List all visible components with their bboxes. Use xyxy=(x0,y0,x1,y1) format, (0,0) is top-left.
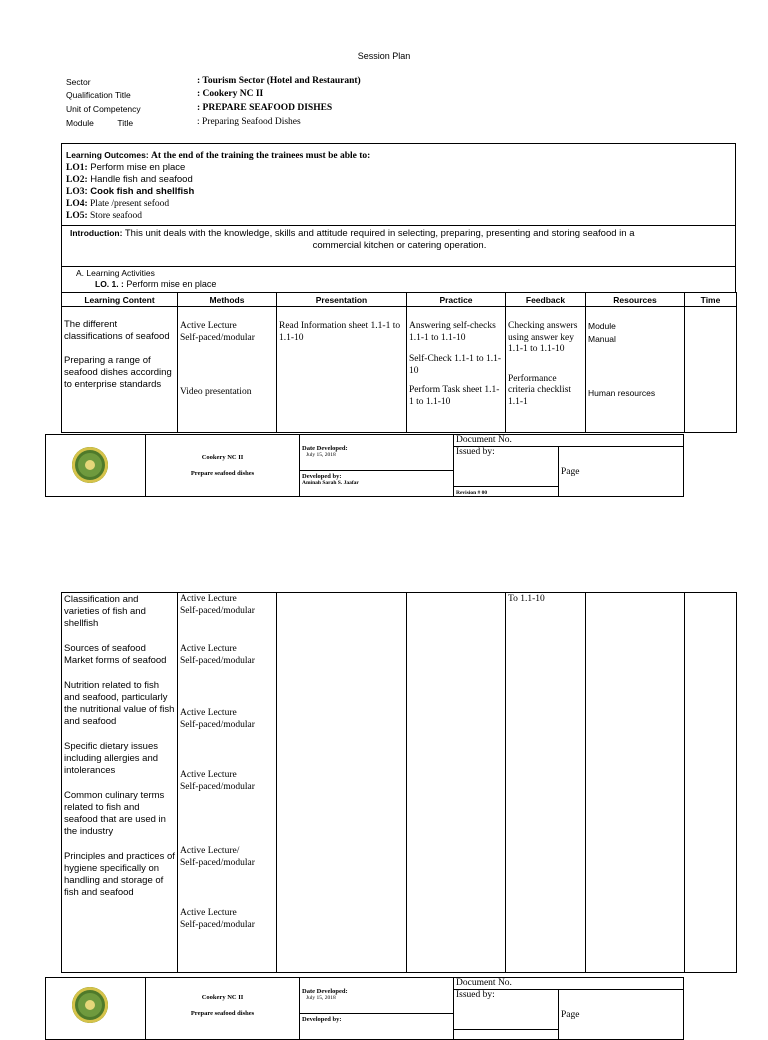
logo-cell xyxy=(46,435,146,497)
page-footer xyxy=(45,977,683,1040)
table-row xyxy=(62,593,737,973)
practice-item: Self-Check 1.1-1 to 1.1-10 xyxy=(409,354,502,376)
introduction-line-2: commercial kitchen or catering operation. xyxy=(312,240,487,251)
activities-heading: A. Learning Activities xyxy=(76,268,155,278)
content-item: Common culinary terms related to fish and seafood that are used in the industry xyxy=(64,790,166,837)
header-time: Time xyxy=(685,293,737,307)
footer-issued-by: Issued by: xyxy=(454,447,559,487)
outcome-item: LO2: Handle fish and seafood xyxy=(66,174,193,185)
footer-revision-cell xyxy=(454,1030,559,1040)
footer-dev-label: Developed by: xyxy=(302,1016,342,1023)
time-cell xyxy=(685,307,737,433)
feedback-cell: To 1.1-10 xyxy=(506,593,586,973)
table-row xyxy=(62,307,737,433)
lo1-label: LO. 1. : xyxy=(95,279,124,289)
footer-subtitle: Prepare seafood dishes xyxy=(190,1010,255,1017)
content-item: Specific dietary issues including allergies and intolerances xyxy=(64,741,159,776)
activities-table-page2 xyxy=(61,592,737,973)
footer-table xyxy=(45,977,684,1040)
header-resources: Resources xyxy=(586,293,685,307)
content-item: Classification and varieties of fish and shellfish xyxy=(64,594,146,629)
method-pair: Active Lecture Self-paced/modular xyxy=(180,770,255,792)
lo1-text: Perform mise en place xyxy=(123,279,217,289)
table-header-row xyxy=(62,293,737,307)
meta-label-qualification: Qualification Title xyxy=(66,90,131,100)
footer-date-label: Date Developed: xyxy=(302,988,348,995)
footer-developer-cell xyxy=(300,1014,454,1040)
activities-box xyxy=(61,266,736,293)
footer-course-cell xyxy=(146,435,300,497)
resource-item: Module xyxy=(588,321,616,331)
method-pair: Active Lecture Self-paced/modular xyxy=(180,594,255,616)
activities-table-page1 xyxy=(61,292,737,433)
content-item: Sources of seafood Market forms of seafood xyxy=(64,643,167,666)
footer-course: Cookery NC II xyxy=(201,994,244,1001)
footer-developer-cell xyxy=(300,471,454,497)
footer-date-cell xyxy=(300,435,454,471)
feedback-cell xyxy=(506,307,586,433)
meta-value-qualification: : Cookery NC II xyxy=(197,89,264,99)
introduction-label: Introduction: xyxy=(70,228,123,238)
meta-label-sector: Sector xyxy=(66,77,91,87)
resource-item: Human resources xyxy=(588,388,656,398)
practice-cell xyxy=(407,307,506,433)
outcome-item: LO3: Cook fish and shellfish xyxy=(66,186,195,197)
learning-outcomes-intro: At the end of the training the trainees must be able to: xyxy=(151,151,371,161)
practice-item: Answering self-checks 1.1-1 to 1.1-10 xyxy=(409,321,496,343)
time-cell xyxy=(685,593,737,973)
content-item: Nutrition related to fish and seafood, particularly the nutritional value of fish and seafood xyxy=(64,680,175,727)
resources-cell xyxy=(586,593,685,973)
method-item: Active Lecture xyxy=(180,321,237,331)
introduction-box xyxy=(61,225,736,267)
meta-value-unit: : PREPARE SEAFOOD DISHES xyxy=(197,103,333,113)
learning-outcomes-label: Learning Outcomes: xyxy=(66,150,149,160)
footer-dev-value: Aminah Sarah S. Jaafar xyxy=(302,480,359,486)
footer-revision: Revision # 00 xyxy=(454,487,559,497)
lo1-line xyxy=(95,279,216,289)
learning-outcomes-heading xyxy=(66,150,370,161)
method-pair: Active Lecture Self-paced/modular xyxy=(180,644,255,666)
footer-subtitle: Prepare seafood dishes xyxy=(190,470,255,477)
resources-cell xyxy=(586,307,685,433)
footer-page: Page xyxy=(559,447,684,497)
feedback-item: Performance criteria checklist 1.1-1 xyxy=(508,373,572,407)
methods-cell xyxy=(178,307,277,433)
learning-outcomes-box xyxy=(61,143,736,226)
footer-issued-by: Issued by: xyxy=(454,990,559,1030)
practice-cell xyxy=(407,593,506,973)
footer-date-value: July 15, 2018 xyxy=(306,452,336,458)
method-item: Video presentation xyxy=(180,387,252,397)
header-feedback: Feedback xyxy=(506,293,586,307)
practice-item: Perform Task sheet 1.1-1 to 1.1-10 xyxy=(409,385,500,407)
page-title: Session Plan xyxy=(357,51,411,61)
footer-document-no: Document No. xyxy=(454,435,684,447)
content-item: Preparing a range of seafood dishes according to enterprise standards xyxy=(64,355,172,390)
meta-label-module: Module Title xyxy=(66,118,134,128)
footer-course: Cookery NC II xyxy=(201,454,244,461)
learning-content-cell xyxy=(62,307,178,433)
feedback-item: Checking answers using answer key 1.1-1 to 1.1-10 xyxy=(508,321,578,354)
outcome-item: LO5: Store seafood xyxy=(66,211,142,221)
method-item: Self-paced/modular xyxy=(180,332,255,343)
footer-dev-label: Developed by: xyxy=(302,473,342,480)
header-learning-content: Learning Content xyxy=(62,293,178,307)
learning-outcomes-list xyxy=(66,162,194,222)
footer-date-label: Date Developed: xyxy=(302,445,348,452)
method-pair: Active Lecture Self-paced/modular xyxy=(180,908,255,930)
resource-item: Manual xyxy=(588,334,616,344)
page-footer xyxy=(45,434,683,497)
method-pair: Active Lecture/ Self-paced/modular xyxy=(180,846,255,868)
institute-seal-icon xyxy=(72,447,108,483)
presentation-cell: Read Information sheet 1.1-1 to 1.1-10 xyxy=(277,307,407,433)
meta-value-sector: : Tourism Sector (Hotel and Restaurant) xyxy=(197,76,361,86)
header-presentation: Presentation xyxy=(277,293,407,307)
footer-course-cell xyxy=(146,978,300,1040)
meta-value-module: : Preparing Seafood Dishes xyxy=(197,117,301,127)
header-practice: Practice xyxy=(407,293,506,307)
meta-label-unit: Unit of Competency xyxy=(66,104,141,114)
footer-table xyxy=(45,434,684,497)
outcome-item: LO1: Perform mise en place xyxy=(66,162,186,173)
learning-content-cell xyxy=(62,593,178,973)
header-methods: Methods xyxy=(178,293,277,307)
presentation-cell xyxy=(277,593,407,973)
footer-page: Page xyxy=(559,990,684,1040)
footer-date-value: July 15, 2018 xyxy=(306,995,336,1001)
footer-document-no: Document No. xyxy=(454,978,684,990)
methods-cell xyxy=(178,593,277,973)
method-pair: Active Lecture Self-paced/modular xyxy=(180,708,255,730)
institute-seal-icon xyxy=(72,987,108,1023)
logo-cell xyxy=(46,978,146,1040)
content-item: The different classifications of seafood xyxy=(64,319,170,342)
content-item: Principles and practices of hygiene specifically on handling and storage of fish and seafood xyxy=(64,851,175,898)
footer-date-cell xyxy=(300,978,454,1014)
introduction-line-1: Introduction: This unit deals with the knowledge, skills and attitude required in selecting, preparing, presenting and storing seafood in a xyxy=(70,228,635,239)
outcome-item: LO4: Plate /present sefood xyxy=(66,199,170,209)
